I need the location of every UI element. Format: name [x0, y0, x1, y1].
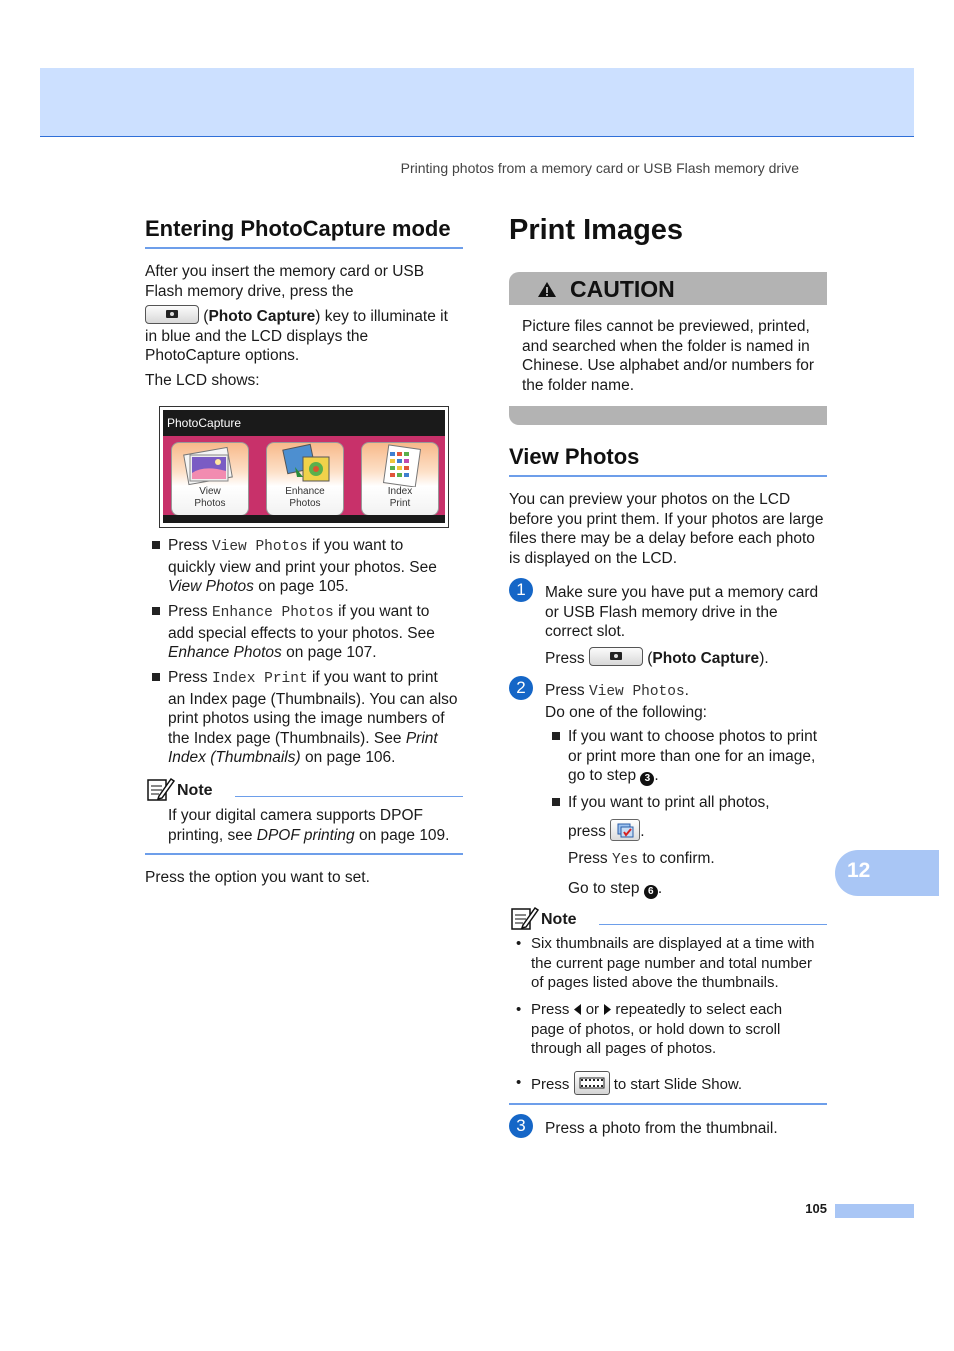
bullet-view-photos: Press View Photos if you want to quickly view and print your photos. See View Photos on page 105.: [152, 536, 468, 597]
note-title: Note: [177, 782, 213, 799]
tile-label-view-photos: View Photos: [194, 486, 226, 509]
step-ref-3: 3: [640, 772, 654, 786]
chapter-tab: [835, 850, 939, 896]
page-title: Print Images: [509, 214, 684, 246]
print-all-icon: [610, 819, 640, 841]
caution-bottom-bar: [509, 406, 827, 425]
photo-capture-key-icon: [589, 647, 643, 666]
step-number-2: 2: [509, 676, 533, 700]
closing-line: Press the option you want to set.: [145, 869, 370, 886]
header-band: [40, 68, 914, 137]
lcd-shows-label: The LCD shows:: [145, 372, 260, 389]
step-2-option-choose: If you want to choose photos to print or print more than one for an image, go to step 3 .: [552, 727, 837, 786]
right-arrow-icon: [603, 1004, 611, 1015]
step-number-3: 3: [509, 1114, 533, 1138]
lcd-tile-view-photos[interactable]: [171, 442, 249, 516]
tile-label-index-print: Index Print: [387, 486, 413, 509]
note-bullet-thumbnails: • Six thumbnails are displayed at a time with the current page number and total number of pages listed above the thumbnails.: [516, 935, 815, 991]
photo-capture-key-icon: [145, 305, 199, 324]
heading-rule: [145, 247, 463, 249]
square-bullet-icon: [552, 798, 560, 806]
step-number-1: 1: [509, 578, 533, 602]
index-print-icon: [362, 443, 438, 487]
slide-show-icon: [574, 1071, 610, 1095]
note-body: If your digital camera supports DPOF printing, see DPOF printing on page 109.: [168, 807, 450, 844]
view-photos-paragraph: You can preview your photos on the LCD before you print them. If your photos are large files there may be a delay before each photo is displayed on the LCD.: [509, 491, 824, 567]
running-header: Printing photos from a memory card or USB Flash memory drive: [400, 160, 799, 176]
lcd-tile-enhance-photos[interactable]: [266, 442, 344, 516]
lcd-tile-index-print[interactable]: [361, 442, 439, 516]
caution-text: Picture files cannot be previewed, printed, and searched when the folder is named in Chinese. Use alphabet and/or numbers for the folder name.: [522, 318, 815, 394]
intro-paragraph: After you insert the memory card or USB Flash memory drive, press the (Photo Capture) key to illuminate it in blue and the LCD displays the PhotoCapture options.: [145, 263, 448, 364]
note-title: Note: [541, 911, 577, 928]
square-bullet-icon: [552, 732, 560, 740]
caution-bar: [509, 272, 827, 305]
left-arrow-icon: [574, 1004, 582, 1015]
bullet-enhance-photos: Press Enhance Photos if you want to add special effects to your photos. See Enhance Photos on page 107.: [152, 602, 468, 663]
heading-rule: [509, 475, 827, 477]
chapter-number: 12: [847, 859, 871, 882]
lcd-title: PhotoCapture: [163, 410, 445, 436]
step-2-option-print-all: If you want to print all photos, press . Press Yes to confirm. Go to step 6 .: [552, 793, 837, 899]
view-photos-icon: [172, 443, 248, 487]
lcd-screen: [159, 406, 449, 528]
note-bottom-rule: [509, 1103, 827, 1105]
footer-bar: [835, 1204, 914, 1218]
note-bullet-scroll: • Press or repeatedly to select each page of photos, or hold down to scroll through all pages of photos.: [516, 1001, 783, 1057]
note-bullet-slideshow: • Press to start Slide Show.: [516, 1071, 834, 1095]
note-pencil-icon: [147, 776, 175, 802]
square-bullet-icon: [152, 541, 160, 549]
step-1-text: Make sure you have put a memory card or USB Flash memory drive in the correct slot. Press (Photo Capture).: [545, 584, 819, 667]
caution-label: CAUTION: [570, 276, 675, 302]
note-top-rule: [599, 924, 827, 925]
step-3-text: Press a photo from the thumbnail.: [545, 1120, 778, 1137]
step-ref-6: 6: [644, 885, 658, 899]
page-number: 105: [805, 1201, 827, 1216]
note-pencil-icon: [511, 905, 539, 931]
section-heading-view-photos: View Photos: [509, 444, 640, 469]
note-top-rule: [235, 796, 463, 797]
note-bottom-rule: [145, 853, 463, 855]
step-2-text: Press View Photos. Do one of the following:: [545, 682, 707, 721]
enhance-photos-icon: [267, 443, 343, 487]
bullet-index-print: Press Index Print if you want to print an Index page (Thumbnails). You can also print photos using the image numbers of the Index page (Thumbnails). See Print Index (Thumbnails) on page 106.: [152, 668, 468, 768]
square-bullet-icon: [152, 607, 160, 615]
section-heading-entering: Entering PhotoCapture mode: [145, 216, 451, 241]
square-bullet-icon: [152, 673, 160, 681]
tile-label-enhance-photos: Enhance Photos: [285, 486, 325, 509]
warning-triangle-icon: [537, 281, 557, 298]
